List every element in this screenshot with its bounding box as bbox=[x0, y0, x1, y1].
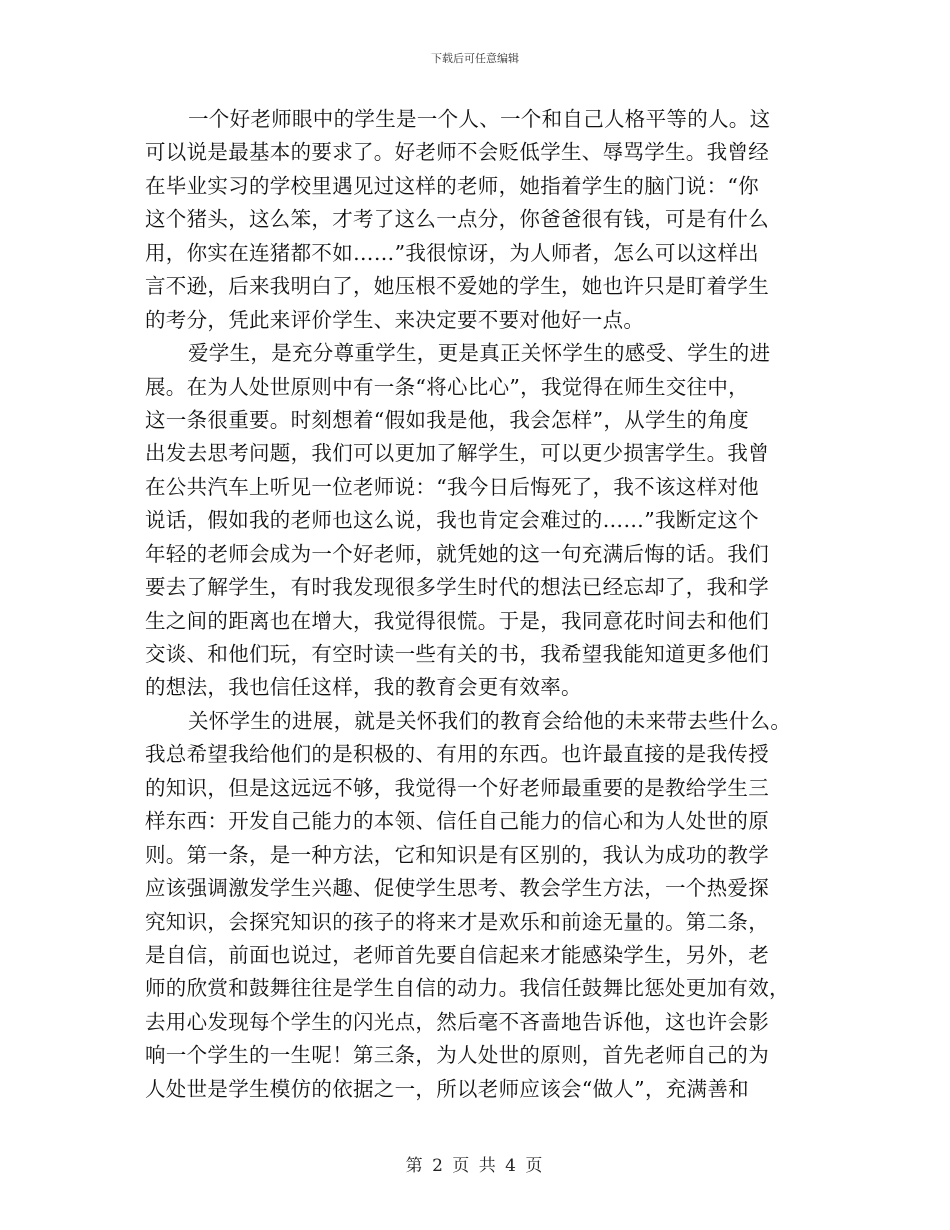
text-line: 则。第一条，是一种方法，它和知识是有区别的，我认为成功的教学 bbox=[145, 842, 769, 867]
text-line: 交谈、和他们玩，有空时读一些有关的书，我希望我能知道更多他们 bbox=[145, 642, 769, 666]
text-line: 爱学生，是充分尊重学生，更是真正关怀学生的感受、学生的进 bbox=[188, 341, 771, 366]
text-line: 是自信，前面也说过，老师首先要自信起来才能感染学生，另外，老 bbox=[145, 942, 769, 967]
text-line: 展。在为人处世原则中有一条“将心比心”，我觉得在师生交往中， bbox=[145, 374, 749, 399]
text-line: 生之间的距离也在增大，我觉得很慌。于是，我同意花时间去和他们 bbox=[145, 608, 769, 633]
text-line: 师的欣赏和鼓舞往往是学生自信的动力。我信任鼓舞比惩处更加有效， bbox=[145, 976, 790, 1001]
text-line: 说话，假如我的老师也这么说，我也肯定会难过的……”我断定这个 bbox=[145, 508, 759, 533]
text-line: 我总希望我给他们的是积极的、有用的东西。也许最直接的是我传授 bbox=[145, 742, 769, 767]
text-line: 人处世是学生模仿的依据之一，所以老师应该会“做人”，充满善和 bbox=[145, 1076, 749, 1101]
text-line: 的想法，我也信任这样，我的教育会更有效率。 bbox=[145, 675, 582, 700]
text-line: 年轻的老师会成为一个好老师，就凭她的这一句充满后悔的话。我们 bbox=[145, 541, 769, 566]
text-line: 关怀学生的进展，就是关怀我们的教育会给他的未来带去些什么。 bbox=[188, 708, 792, 733]
text-line: 的考分，凭此来评价学生、来决定要不要对他好一点。 bbox=[145, 307, 645, 332]
text-line: 一个好老师眼中的学生是一个人、一个和自己人格平等的人。这 bbox=[188, 107, 771, 131]
text-line: 要去了解学生，有时我发现很多学生时代的想法已经忘却了，我和学 bbox=[145, 575, 769, 600]
text-line: 究知识，会探究知识的孩子的将来才是欢乐和前途无量的。第二条， bbox=[145, 909, 769, 934]
text-line: 用，你实在连猪都不如……”我很惊讶，为人师者，怎么可以这样出 bbox=[145, 240, 759, 265]
text-line: 言不逊，后来我明白了，她压根不爱她的学生，她也许只是盯着学生 bbox=[145, 274, 769, 299]
text-line: 这一条很重要。时刻想着“假如我是他，我会怎样”，从学生的角度 bbox=[145, 407, 749, 432]
page-header: 下载后可任意编辑 bbox=[431, 52, 519, 65]
text-line: 可以说是最基本的要求了。好老师不会贬低学生、辱骂学生。我曾经 bbox=[145, 140, 769, 165]
text-line: 去用心发现每个学生的闪光点，然后毫不吝啬地告诉他，这也许会影 bbox=[145, 1009, 769, 1034]
text-line: 应该强调激发学生兴趣、促使学生思考、教会学生方法，一个热爱探 bbox=[145, 876, 769, 901]
text-line: 在公共汽车上听见一位老师说：“我今日后悔死了，我不该这样对他 bbox=[145, 474, 759, 499]
text-line: 在毕业实习的学校里遇见过这样的老师，她指着学生的脑门说：“你 bbox=[145, 173, 759, 198]
text-line: 样东西：开发自己能力的本领、信任自己能力的信心和为人处世的原 bbox=[145, 809, 769, 834]
page-number-footer: 第 2 页 共 4 页 bbox=[405, 1156, 545, 1176]
text-line: 响一个学生的一生呢！第三条，为人处世的原则，首先老师自己的为 bbox=[145, 1043, 769, 1068]
document-body bbox=[145, 103, 809, 1106]
text-line: 的知识，但是这远远不够，我觉得一个好老师最重要的是教给学生三 bbox=[145, 775, 769, 800]
text-line: 出发去思考问题，我们可以更加了解学生，可以更少损害学生。我曾 bbox=[145, 441, 769, 466]
text-line: 这个猪头，这么笨，才考了这么一点分，你爸爸很有钱，可是有什么 bbox=[145, 207, 769, 232]
